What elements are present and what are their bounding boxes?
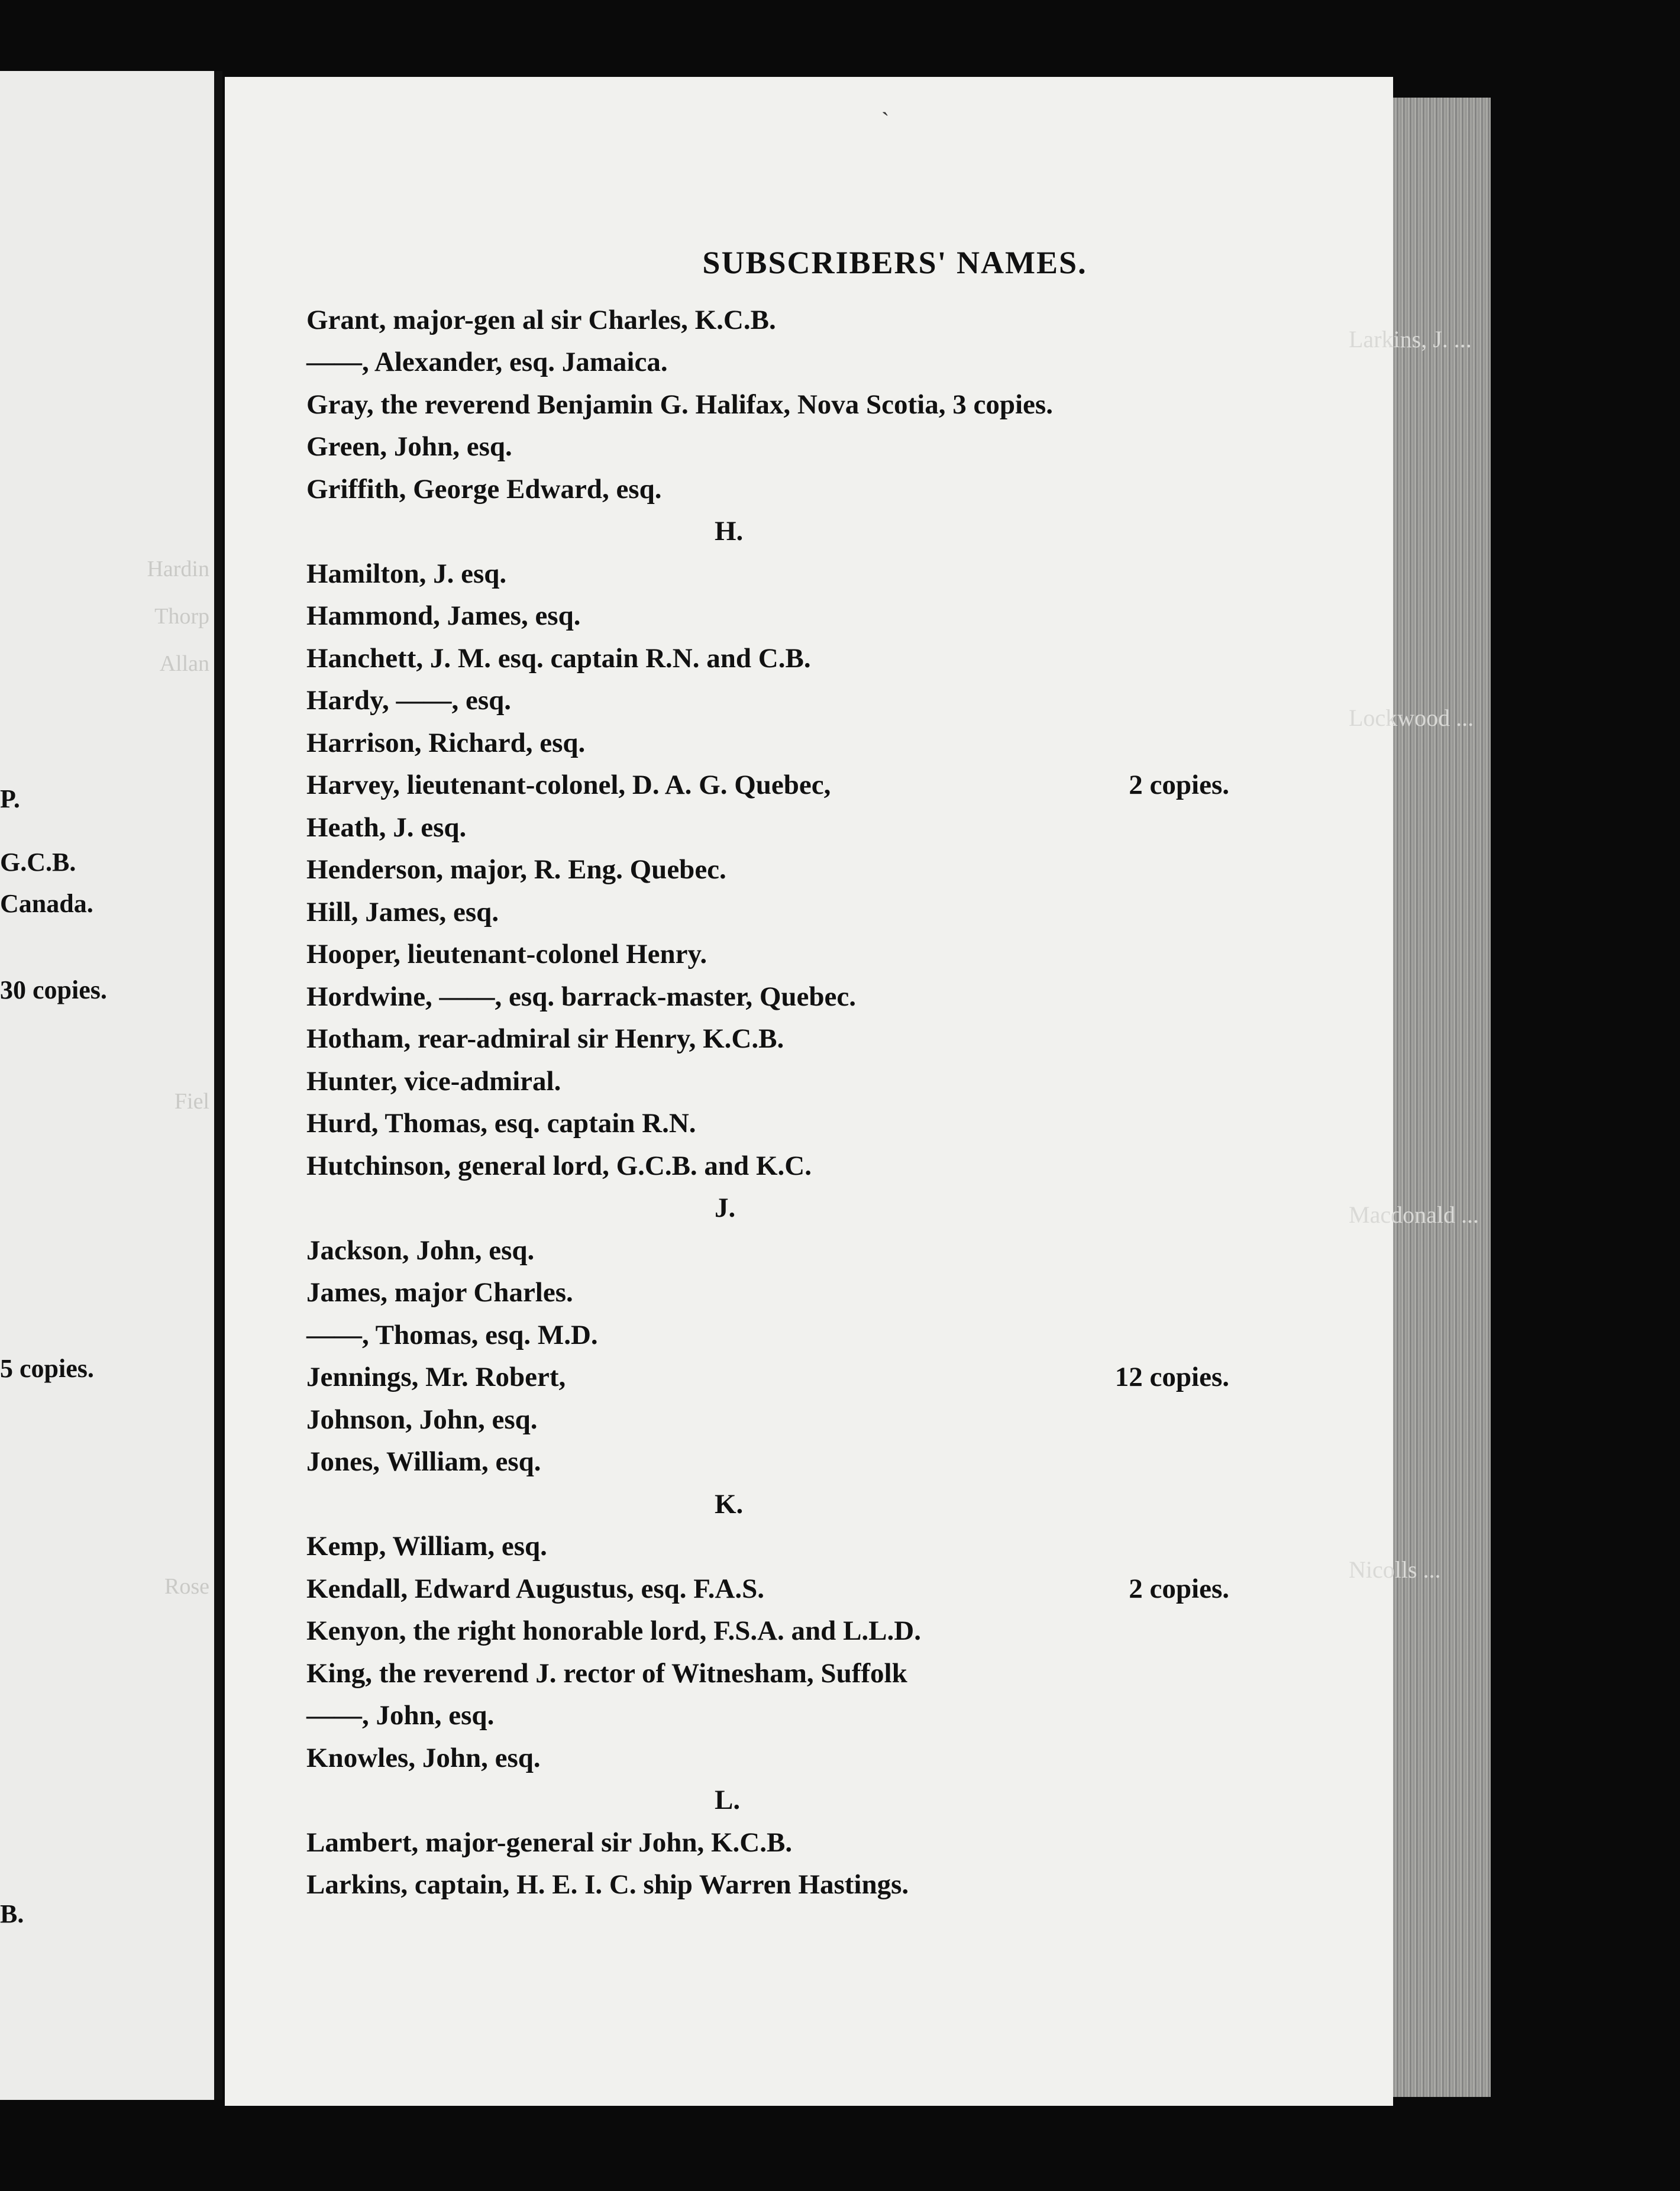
facing-page-fragment: Canada.	[0, 889, 93, 918]
list-item: Lambert, major-general sir John, K.C.B.	[306, 1827, 793, 1858]
book-page-edge	[1381, 98, 1491, 2097]
list-item: ——, Thomas, esq. M.D.	[306, 1319, 598, 1350]
list-item: Hill, James, esq.	[306, 896, 499, 928]
section-letter: J.	[715, 1193, 736, 1224]
list-item: Hammond, James, esq.	[306, 600, 581, 632]
list-item: Hutchinson, general lord, G.C.B. and K.C.	[306, 1150, 812, 1181]
section-letter: L.	[715, 1785, 741, 1816]
list-item: Green, John, esq.	[306, 431, 512, 463]
bleed-through-text: Hardin	[147, 557, 209, 581]
list-item: Kenyon, the right honorable lord, F.S.A. and L.L.D.	[306, 1615, 921, 1647]
list-item: Hurd, Thomas, esq. captain R.N.	[306, 1108, 696, 1139]
list-item: Knowles, John, esq.	[306, 1742, 541, 1773]
ink-speck: ˏ	[881, 89, 890, 116]
list-item: Hanchett, J. M. esq. captain R.N. and C.B.	[306, 642, 811, 674]
list-item: Heath, J. esq.	[306, 812, 467, 843]
list-item: Gray, the reverend Benjamin G. Halifax, Nova Scotia, 3 copies.	[306, 389, 1053, 420]
bleed-through-text: Rose	[164, 1574, 209, 1599]
bleed-through-text: Macdonald ...	[1349, 1201, 1479, 1228]
list-item: Griffith, George Edward, esq.	[306, 473, 662, 505]
list-item: Grant, major-gen al sir Charles, K.C.B.	[306, 304, 776, 335]
list-item: Harvey, lieutenant-colonel, D. A. G. Quebec, 2 copies.	[306, 770, 1229, 801]
bleed-through-text: Allan	[159, 651, 209, 676]
list-item: Hooper, lieutenant-colonel Henry.	[306, 939, 707, 970]
facing-page-fragment: P.	[0, 784, 20, 813]
page-title: SUBSCRIBERS' NAMES.	[702, 245, 1087, 280]
list-item: Hamilton, J. esq.	[306, 558, 507, 589]
section-letter: H.	[715, 516, 744, 547]
list-item: Hardy, ——, esq.	[306, 685, 512, 716]
list-item: Kendall, Edward Augustus, esq. F.A.S. 2 copies.	[306, 1573, 1229, 1604]
facing-page-fragment: 5 copies.	[0, 1354, 94, 1383]
bleed-through-text: Lockwood ...	[1349, 705, 1474, 731]
list-item: Henderson, major, R. Eng. Quebec.	[306, 854, 726, 886]
list-item: Kemp, William, esq.	[306, 1531, 547, 1562]
list-item: Jones, William, esq.	[306, 1446, 541, 1478]
list-item: Larkins, captain, H. E. I. C. ship Warren Hastings.	[306, 1869, 909, 1901]
bleed-through-text: Nicolls ...	[1349, 1556, 1441, 1583]
bleed-through-text: Fiel	[174, 1089, 209, 1114]
book-page	[225, 77, 1479, 2106]
bleed-through-text: Larkins, J. ...	[1349, 326, 1472, 353]
list-item: ——, John, esq.	[306, 1700, 495, 1731]
section-letter: K.	[715, 1488, 744, 1520]
list-item: James, major Charles.	[306, 1277, 573, 1308]
list-item: Johnson, John, esq.	[306, 1404, 538, 1435]
list-item: ——, Alexander, esq. Jamaica.	[306, 347, 668, 378]
subscriber-list	[306, 299, 1229, 1906]
list-item: Jackson, John, esq.	[306, 1235, 535, 1266]
list-item: Hotham, rear-admiral sir Henry, K.C.B.	[306, 1023, 784, 1055]
facing-page	[0, 71, 222, 2100]
facing-page-fragment: B.	[0, 1899, 24, 1928]
facing-page-fragment: G.C.B.	[0, 848, 76, 877]
bleed-through-text: Thorp	[154, 604, 209, 629]
list-item: Hunter, vice-admiral.	[306, 1065, 561, 1097]
list-item: King, the reverend J. rector of Witnesham, Suffolk	[306, 1657, 907, 1689]
list-item: Harrison, Richard, esq.	[306, 727, 586, 758]
list-item: Jennings, Mr. Robert, 12 copies.	[306, 1362, 1229, 1393]
facing-page-fragment: 30 copies.	[0, 975, 107, 1004]
list-item: Hordwine, ——, esq. barrack-master, Quebec.	[306, 981, 857, 1012]
